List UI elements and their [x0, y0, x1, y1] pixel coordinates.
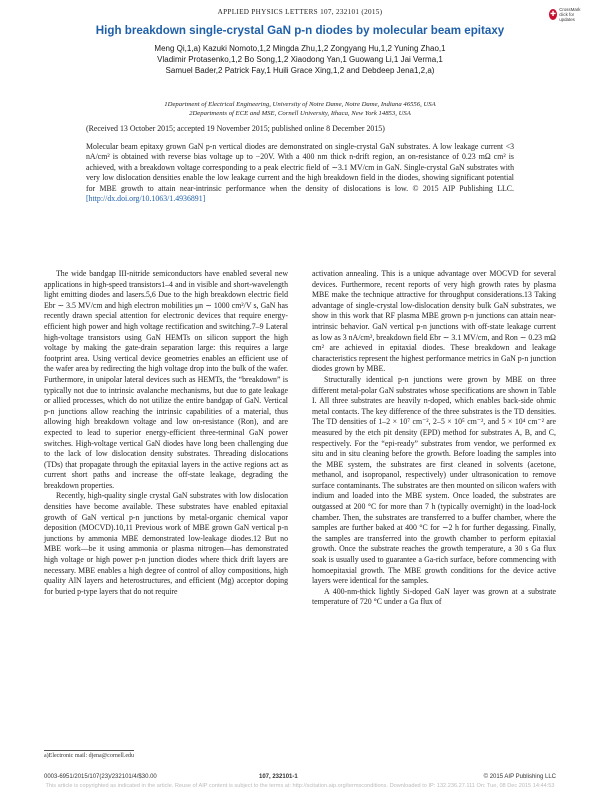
body-paragraph: The wide bandgap III-nitride semiconductors have enabled several new applications in high-speed transistors1–4 and in visible and short-wavelength light emitting diodes and lasers.5,6 Due to the high breakdown electric field Ebr ∼ 3.5 MV/cm and high electron mobilities μn ∼ 1000 cm²/V s, GaN has recently drawn special attention for electronic devices that require energy-efficient high power and high voltage rectification and switching.7–9 Lateral high-voltage transistors using GaN HEMTs on silicon support the high voltage by making the gate-drain separation large: this requires a large footprint area. Using vertical device geometries enables an efficient use of the wafer area by redirecting the high voltage drop into the bulk of the wafer. Furthermore, in unipolar lateral devices such as HEMTs, the “breakdown” is typically not due to intrinsic avalanche mechanisms, but due to gate leakage or allied processes, which do not utilize the entire bandgap of GaN. Vertical p-n junctions allow reaching the intrinsic capabilities of a material, thus allowing high breakdown voltage and low on-resistance (Ron), and are expected to lead to superior energy-efficient three-terminal GaN power switches. High-voltage vertical GaN diodes have long been challenging due to the lack of low dislocation density substrates. Threading dislocations (TDs) that propagate through the epitaxial layers in the active regions act as current short paths and increase the off-state leakage, degrading the breakdown properties. — [44, 269, 288, 490]
abstract-text: Molecular beam epitaxy grown GaN p-n vertical diodes are demonstrated on single-crystal GaN substrates. A low leakage current <3 nA/cm² is obtained with reverse bias voltage up to −20V. With a 400 nm thick n-drift region, an on-resistance of 0.23 mΩ cm² is achieved, with a breakdown voltage corresponding to a peak electric field of ∼3.1 MV/cm in GaN. Single-crystal GaN substrates with very low dislocation densities enable the low leakage current and the high breakdown field in the diodes, showing significant potential for MBE growth to attain near-intrinsic performance when the density of dislocations is low. © 2015 AIP Publishing LLC. — [86, 142, 514, 193]
affiliation-line: 1Department of Electrical Engineering, University of Notre Dame, Notre Dame, Indiana 46556, USA — [164, 101, 436, 108]
crossmark-badge[interactable] — [549, 6, 583, 22]
body-paragraph: activation annealing. This is a unique advantage over MOCVD for several devices. Furthermore, recent reports of very high growth rates by plasma MBE make the technique attractive for throughput considerations.13 Taking advantage of single-crystal low-dislocation density bulk GaN substrates, we show in this work that RF plasma MBE grown p-n junctions can attain near-intrinsic behavior. GaN vertical p-n junctions with off-state leakage current as low as 3 nA/cm², breakdown field Ebr ∼ 3.1 MV/cm, and Ron ∼ 0.23 mΩ cm² are achieved in epitaxial diodes. These breakdown and leakage characteristics represent the highest performance metrics in GaN p-n junction diodes grown by MBE. — [312, 269, 556, 374]
body-paragraph: Structurally identical p-n junctions were grown by MBE on three different metal-polar GaN substrates whose specifications are shown in Table I. All three substrates are heavily n-doped, which enables back-side ohmic metal contacts. The key difference of the three substrates is the TD densities. The TD densities of 1–2 × 10⁷ cm⁻², 2–5 × 10⁵ cm⁻², and 5 × 10⁴ cm⁻² are measured by the etch pit density (EPD) method for substrates A, B, and C, respectively. For the “epi-ready” substrates from vendor, we performed ex situ and in situ cleaning before the growth. Before loading the samples into the MBE system, the substrates are first cleaned in solvents (acetone, methanol, and isopropanol, respectively) under ultrasonication to remove surface contaminants. The substrates are then mounted on silicon wafers with indium and loaded into the MBE system. Once loaded, the substrates are outgassed at 200 °C for more than 7 h (typically overnight) in the load-lock chamber. Then, the substrates are transferred to a buffer chamber, where the samples are further baked at 400 °C for ∼2 h for further degassing. Finally, the samples are transferred into the growth chamber to perform epitaxial growth. Once the substrate reaches the growth temperature, a 30 s Ga flux soak is usually used to guarantee a Ga-rich surface, before commencing with homoepitaxial growth. The MBE growth conditions for the device active layers were identical for the samples. — [312, 374, 556, 586]
footer-copyright: © 2015 AIP Publishing LLC — [483, 774, 556, 780]
paper-title: High breakdown single-crystal GaN p-n diodes by molecular beam epitaxy — [95, 24, 505, 37]
journal-header: APPLIED PHYSICS LETTERS 107, 232101 (2015) — [217, 8, 383, 16]
abstract — [86, 142, 514, 204]
doi-link[interactable]: [http://dx.doi.org/10.1063/1.4936891] — [86, 194, 206, 204]
download-watermark: This article is copyrighted as indicated in the article. Reuse of AIP content is subject to the terms at: http://scitation.aip.org/termsconditions. Downloaded to IP: 132.236.27.111 On: Tue, 08 Dec 2015 14:44:53 — [45, 783, 555, 789]
received-dates: (Received 13 October 2015; accepted 19 November 2015; published online 8 December 2015) — [86, 124, 385, 133]
footer-issn: 0003-6951/2015/107(23)/232101/4/$30.00 — [44, 774, 157, 780]
affiliations — [0, 100, 600, 118]
crossmark-sub: click for updates — [559, 11, 575, 22]
crossmark-icon: ✚ — [550, 9, 557, 18]
footnote-email: a)Electronic mail: djena@cornell.edu — [44, 753, 134, 759]
footer-page: 107, 232101-1 — [259, 774, 298, 780]
author-line: Samuel Bader,2 Patrick Fay,1 Huili Grace Xing,1,2 and Debdeep Jena1,2,a) — [165, 65, 435, 75]
footnote-divider — [44, 750, 134, 751]
affiliation-line: 2Departments of ECE and MSE, Cornell University, Ithaca, New York 14853, USA — [189, 110, 411, 117]
right-column — [312, 269, 556, 608]
author-line: Vladimir Protasenko,1,2 Bo Song,1,2 Xiaodong Yan,1 Guowang Li,1 Jai Verma,1 — [157, 54, 443, 64]
body-paragraph: A 400-nm-thick lightly Si-doped GaN layer was grown at a substrate temperature of 720 °C under a Ga flux of — [312, 586, 556, 607]
crossmark-label: CrossMark — [559, 6, 581, 12]
author-list — [0, 44, 600, 76]
author-line: Meng Qi,1,a) Kazuki Nomoto,1,2 Mingda Zhu,1,2 Zongyang Hu,1,2 Yuning Zhao,1 — [154, 44, 446, 53]
left-column — [44, 269, 288, 597]
body-paragraph: Recently, high-quality single crystal GaN substrates with low dislocation densities have become available. These substrates have enabled epitaxial growth of GaN vertical p-n junctions by metal-organic chemical vapor deposition (MOCVD).10,11 Previous work of MBE grown GaN vertical p-n junctions by ammonia MBE demonstrated low-leakage diodes.12 But no MBE work—be it using ammonia or plasma nitrogen—has demonstrated high voltage or high power p-n junction diodes where thick drift layers are necessary. MBE enables a high degree of control of alloy compositions, high quality AlN layers and heterostructures, and efficient (Mg) acceptor doping for buried p-type layers that do not require — [44, 491, 288, 596]
